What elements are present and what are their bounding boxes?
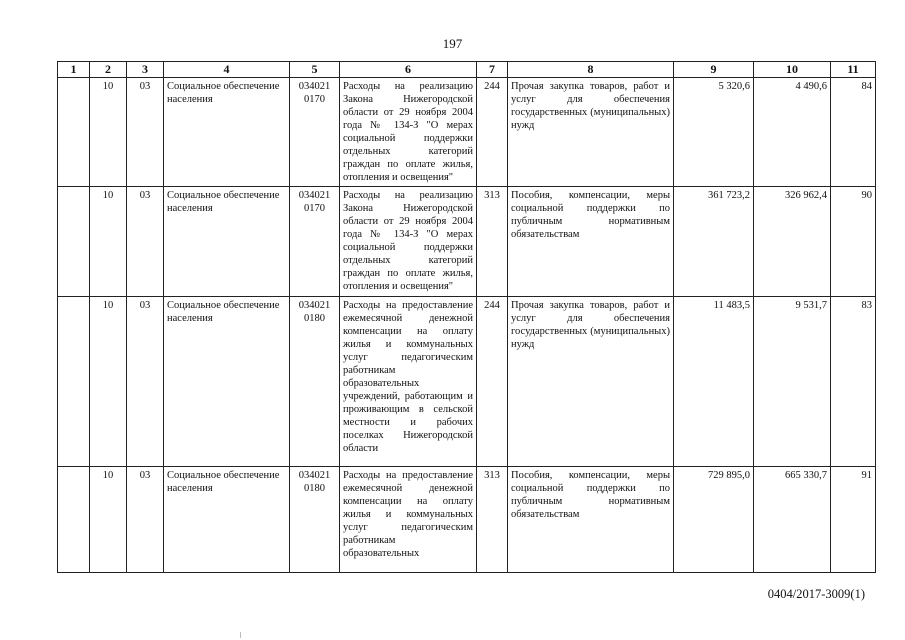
table-row xyxy=(58,297,876,467)
cell-percent: 90 xyxy=(831,187,876,297)
cell-expense-type: 313 xyxy=(477,467,508,573)
cell-amount-executed: 9 531,7 xyxy=(754,297,831,467)
column-header: 6 xyxy=(340,62,477,78)
cell-amount-planned: 11 483,5 xyxy=(674,297,754,467)
cell-col1 xyxy=(58,467,90,573)
cell-section-name: Социальное обеспечение населения xyxy=(164,467,290,573)
column-header: 1 xyxy=(58,62,90,78)
cell-expense-type-name: Пособия, компенсации, меры социальной поддержки по публичным нормативным обязательствам xyxy=(508,187,674,297)
cell-expense-type: 244 xyxy=(477,78,508,187)
header-row xyxy=(58,62,876,78)
cell-percent: 91 xyxy=(831,467,876,573)
cell-subsection: 03 xyxy=(127,297,164,467)
cell-col1 xyxy=(58,187,90,297)
budget-table xyxy=(57,61,876,573)
cell-target-code: 034021 0170 xyxy=(290,187,340,297)
cell-col1 xyxy=(58,78,90,187)
cell-expense-description: Расходы на реализацию Закона Нижегородской области от 29 ноября 2004 года № 134-З "О мерах социальной поддержки отдельных категорий граждан по оплате жилья, отопления и освещения" xyxy=(340,78,477,187)
column-header: 9 xyxy=(674,62,754,78)
cell-section-name: Социальное обеспечение населения xyxy=(164,78,290,187)
document-code: 0404/2017-3009(1) xyxy=(767,587,865,601)
cell-target-code: 034021 0170 xyxy=(290,78,340,187)
cell-expense-type: 244 xyxy=(477,297,508,467)
cell-expense-type-name: Прочая закупка товаров, работ и услуг для обеспечения государственных (муниципальных) нужд xyxy=(508,78,674,187)
column-header: 7 xyxy=(477,62,508,78)
cell-target-code: 034021 0180 xyxy=(290,297,340,467)
cell-section: 10 xyxy=(90,297,127,467)
scan-artifact xyxy=(240,632,241,638)
cell-amount-executed: 4 490,6 xyxy=(754,78,831,187)
cell-target-code: 034021 0180 xyxy=(290,467,340,573)
cell-amount-executed: 326 962,4 xyxy=(754,187,831,297)
column-header: 8 xyxy=(508,62,674,78)
cell-subsection: 03 xyxy=(127,78,164,187)
cell-amount-planned: 5 320,6 xyxy=(674,78,754,187)
cell-expense-description: Расходы на предоставление ежемесячной денежной компенсации на оплату жилья и коммунальных услуг педагогическим работникам образовательных xyxy=(340,467,477,573)
cell-expense-description: Расходы на предоставление ежемесячной денежной компенсации на оплату жилья и коммунальных услуг педагогическим работникам образовательных учреждений, работающим и проживающим в сельской местности и рабочих поселках Нижегородской области xyxy=(340,297,477,467)
cell-expense-description: Расходы на реализацию Закона Нижегородской области от 29 ноября 2004 года № 134-З "О мерах социальной поддержки отдельных категорий граждан по оплате жилья, отопления и освещения" xyxy=(340,187,477,297)
cell-section-name: Социальное обеспечение населения xyxy=(164,187,290,297)
column-header: 4 xyxy=(164,62,290,78)
cell-subsection: 03 xyxy=(127,187,164,297)
cell-section: 10 xyxy=(90,187,127,297)
cell-percent: 84 xyxy=(831,78,876,187)
column-header: 10 xyxy=(754,62,831,78)
cell-amount-executed: 665 330,7 xyxy=(754,467,831,573)
table-row xyxy=(58,467,876,573)
cell-percent: 83 xyxy=(831,297,876,467)
cell-amount-planned: 729 895,0 xyxy=(674,467,754,573)
cell-amount-planned: 361 723,2 xyxy=(674,187,754,297)
cell-expense-type-name: Пособия, компенсации, меры социальной поддержки по публичным нормативным обязательствам xyxy=(508,467,674,573)
cell-expense-type-name: Прочая закупка товаров, работ и услуг для обеспечения государственных (муниципальных) нужд xyxy=(508,297,674,467)
column-header: 5 xyxy=(290,62,340,78)
column-header: 2 xyxy=(90,62,127,78)
cell-section: 10 xyxy=(90,467,127,573)
cell-col1 xyxy=(58,297,90,467)
page-number: 197 xyxy=(442,36,463,51)
column-header: 11 xyxy=(831,62,876,78)
cell-section: 10 xyxy=(90,78,127,187)
table-row xyxy=(58,78,876,187)
cell-section-name: Социальное обеспечение населения xyxy=(164,297,290,467)
column-header: 3 xyxy=(127,62,164,78)
table-row xyxy=(58,187,876,297)
cell-expense-type: 313 xyxy=(477,187,508,297)
cell-subsection: 03 xyxy=(127,467,164,573)
